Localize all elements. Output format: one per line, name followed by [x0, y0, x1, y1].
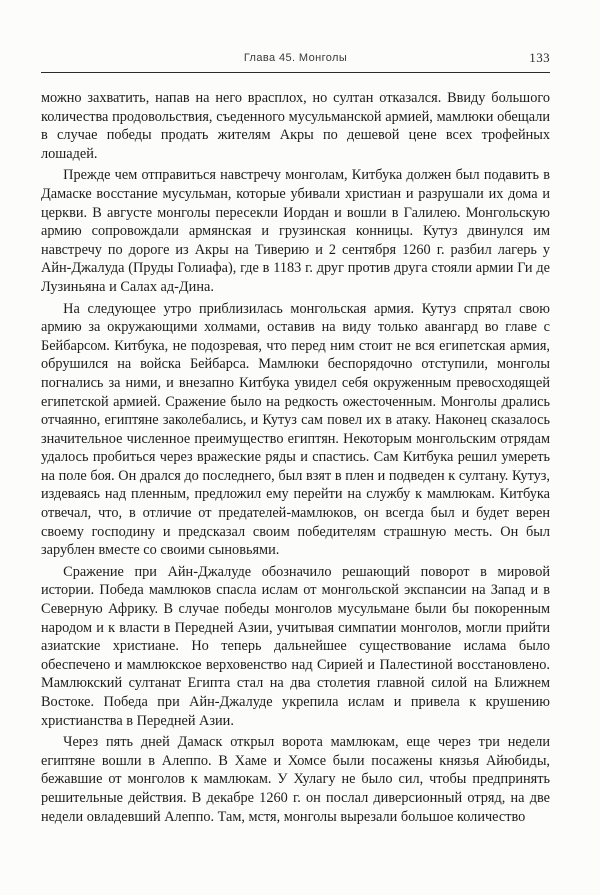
- header-rule: [41, 72, 550, 73]
- paragraph: Через пять дней Дамаск открыл ворота мамлюкам, еще через три недели египтяне вошли в Алеппо. В Хаме и Хомсе были посажены князья Айюбиды, бежавшие от монголов к мамлюкам. У Хулагу не было сил, чтобы предпринять решительные действия. В декабре 1260 г. он послал диверсионный отряд, на две недели овладевший Алеппо. Там, мстя, монголы вырезали большое количество: [41, 734, 550, 825]
- page-content: [41, 52, 550, 829]
- paragraph-continuation: можно захватить, напав на него врасплох, но султан отказался. Ввиду большого количества продовольствия, съеденного мусульманской армией, мамлюки обещали в случае победы продать жителям Акры по дешевой цене всех трофейных лошадей.: [41, 90, 550, 162]
- page-body-text: [41, 89, 550, 826]
- paragraph: Прежде чем отправиться навстречу монголам, Китбука должен был подавить в Дамаске восстание мусульман, которые убивали христиан и разрушали их дома и церкви. В августе монголы пересекли Иордан и вошли в Галилею. Монгольскую армию сопровождали армянская и грузинская конницы. Кутуз двинулся им навстречу по дороге из Акры на Тиверию и 2 сентября 1260 г. разбил лагерь у Айн-Джалуда (Пруды Голиафа), где в 1183 г. друг против друга стояли армии Ги де Лузиньяна и Салах ад-Дина.: [41, 167, 550, 295]
- running-head: [41, 52, 550, 72]
- paragraph: Сражение при Айн-Джалуде обозначило решающий поворот в мировой истории. Победа мамлюков спасла ислам от монгольской экспансии на Запад и в Северную Африку. В случае победы монголов мусульмане были бы покоренным народом и к власти в Передней Азии, учитывая симпатии монголов, могли прийти азиатские христиане. Но теперь дальнейшее существование ислама было обеспечено и мамлюкское верховенство над Сирией и Палестиной восстановлено. Мамлюкский султанат Египта стал на два столетия главной силой на Ближнем Востоке. Победа при Айн-Джалуде укрепила ислам и привела к крушению христианства в Передней Азии.: [41, 563, 550, 729]
- paragraph: На следующее утро приблизилась монгольская армия. Кутуз спрятал свою армию за окружающими холмами, оставив на виду только авангард во главе с Бейбарсом. Китбука, не подозревая, что перед ним стоит не вся египетская армия, обрушился на войска Бейбарса. Мамлюки беспорядочно отступили, монголы погнались за ними, и внезапно Китбука увидел себя окруженным превосходящей египетской армией. Сражение было на редкость ожесточенным. Монголы дрались отчаянно, египтяне заколебались, и Кутуз сам повел их в атаку. Наконец сказалось значительное численное преимущество египтян. Некоторым монгольским отрядам удалось пробиться через вражеские ряды и спастись. Сам Китбука решил умереть на поле боя. Он дрался до последнего, был взят в плен и подведен к султану. Кутуз, издеваясь над пленным, предложил ему перейти на службу к мамлюкам. Китбука отвечал, что, в отличие от предателей-мамлюков, он всегда был и будет верен своему господину и предсказал своим победителям страшную месть. Он был зарублен вместе со своими сыновьями.: [41, 300, 550, 559]
- page-number: 133: [529, 50, 550, 65]
- chapter-running-title: Глава 45. Монголы: [243, 52, 348, 64]
